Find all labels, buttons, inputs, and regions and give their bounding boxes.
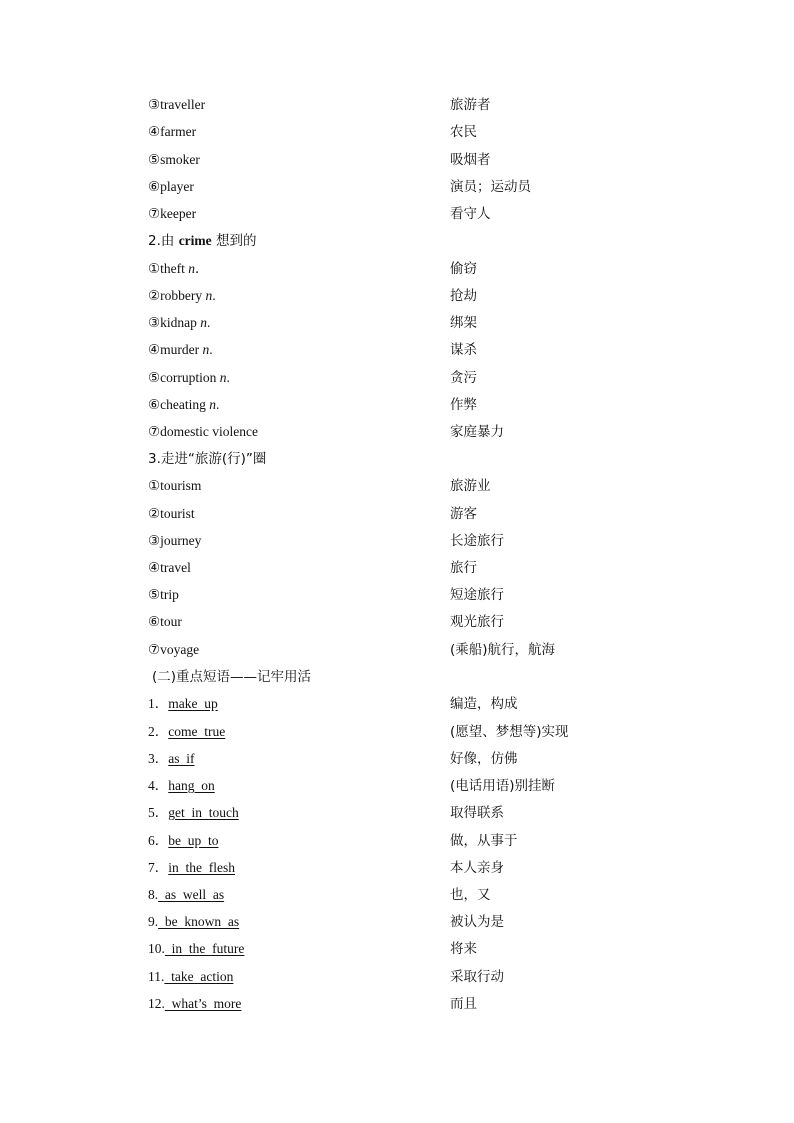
section-heading — [148, 229, 256, 253]
phrase-row — [148, 720, 708, 744]
phrase-english — [148, 829, 219, 853]
phrases-heading: (二)重点短语——记牢用活 — [152, 669, 312, 685]
vocab-chinese: 旅行 — [450, 560, 477, 576]
vocab-chinese: 长途旅行 — [450, 533, 504, 549]
phrase-english — [148, 937, 244, 961]
part-of-speech: n — [188, 261, 195, 276]
vocab-english: ③traveller — [148, 97, 206, 112]
phrase-chinese: 本人亲身 — [450, 860, 504, 876]
word: ②robbery — [148, 288, 203, 303]
vocab-chinese: 短途旅行 — [450, 587, 504, 603]
phrase-row — [148, 774, 708, 798]
vocab-english: ⑦domestic violence — [148, 424, 258, 439]
phrase-text: get in touch — [168, 805, 239, 820]
phrase-english — [148, 774, 215, 798]
phrase-chinese: 将来 — [450, 941, 477, 957]
phrase-row — [148, 992, 708, 1016]
vocab-row — [148, 257, 708, 281]
vocab-chinese: 家庭暴力 — [450, 424, 504, 440]
word: ④murder — [148, 342, 200, 357]
phrase-text: what’s more — [164, 996, 242, 1011]
vocab-english — [148, 257, 208, 281]
phrase-number: 6． — [148, 833, 169, 848]
vocab-chinese: 游客 — [450, 506, 477, 522]
word: ⑥cheating — [148, 397, 206, 412]
vocab-row — [148, 583, 708, 607]
phrase-text: hang on — [168, 778, 215, 793]
heading-prefix: 由 — [160, 233, 179, 249]
vocab-chinese: 吸烟者 — [450, 152, 491, 168]
vocab-row — [148, 175, 708, 199]
vocab-english: ⑤smoker — [148, 152, 200, 167]
phrase-number: 11. — [148, 969, 165, 984]
vocab-english — [148, 338, 213, 362]
phrase-text: in the future — [164, 941, 245, 956]
section-heading: 3.走进“旅游(行)”圈 — [148, 451, 267, 467]
phrase-chinese: (电话用语)别挂断 — [450, 778, 556, 794]
phrase-text: as if — [168, 751, 195, 766]
phrase-chinese: 编造，构成 — [450, 696, 518, 712]
phrase-text: take action — [164, 969, 234, 984]
phrase-row — [148, 910, 708, 934]
phrase-chinese: 做，从事于 — [450, 833, 518, 849]
phrase-chinese: 取得联系 — [450, 805, 504, 821]
phrase-english — [148, 856, 235, 880]
vocab-row — [148, 638, 708, 662]
word: ⑤corruption — [148, 370, 217, 385]
part-of-speech: n — [219, 370, 227, 385]
vocab-chinese: 抢劫 — [450, 288, 477, 304]
vocab-chinese: 绑架 — [450, 315, 477, 331]
phrase-english — [148, 692, 218, 716]
phrase-number: 7． — [148, 860, 169, 875]
phrase-text: come true — [168, 724, 226, 739]
phrase-chinese: 采取行动 — [450, 969, 504, 985]
vocab-english: ②tourist — [148, 506, 195, 521]
part-of-speech: n — [200, 315, 207, 330]
vocab-chinese: 偷窃 — [450, 261, 477, 277]
phrase-row — [148, 883, 708, 907]
vocab-row — [148, 420, 708, 444]
phrase-chinese: (愿望、梦想等)实现 — [450, 724, 569, 740]
phrase-number: 5． — [148, 805, 169, 820]
phrase-text: as well as — [158, 887, 225, 902]
phrase-row — [148, 856, 708, 880]
heading-number: 2. — [148, 233, 161, 249]
phrase-chinese: 被认为是 — [450, 914, 504, 930]
pos-dot: . — [209, 342, 213, 357]
phrase-number: 12. — [148, 996, 165, 1011]
word: ①theft — [148, 261, 185, 276]
phrase-text: in the flesh — [168, 860, 235, 875]
part-of-speech: n — [209, 397, 216, 412]
vocab-english: ⑥player — [148, 179, 194, 194]
vocab-english: ①tourism — [148, 478, 202, 493]
vocab-row — [148, 474, 708, 498]
phrase-chinese: 而且 — [450, 996, 477, 1012]
vocab-row — [148, 529, 708, 553]
phrase-english — [148, 720, 225, 744]
vocab-english: ④travel — [148, 560, 191, 575]
phrase-row — [148, 829, 708, 853]
vocab-english — [148, 366, 230, 390]
vocab-chinese: 作弊 — [450, 397, 477, 413]
pos-dot: ． — [194, 261, 209, 276]
vocab-english — [148, 311, 210, 335]
vocab-chinese: 旅游者 — [450, 97, 491, 113]
pos-dot: . — [215, 397, 220, 412]
vocab-row — [148, 202, 708, 226]
vocab-row — [148, 338, 708, 362]
word: ③kidnap — [148, 315, 201, 330]
part-of-speech: n — [205, 288, 213, 303]
vocab-english — [148, 284, 216, 308]
vocab-row — [148, 366, 708, 390]
heading-keyword: crime — [178, 233, 212, 248]
phrase-row — [148, 937, 708, 961]
phrase-number: 4． — [148, 778, 169, 793]
vocab-chinese: (乘船)航行，航海 — [450, 642, 556, 658]
vocab-row — [148, 93, 708, 117]
phrase-number: 2． — [148, 724, 169, 739]
phrase-number: 3． — [148, 751, 169, 766]
phrase-chinese: 也，又 — [450, 887, 491, 903]
phrase-chinese: 好像，仿佛 — [450, 751, 518, 767]
vocab-english: ⑦keeper — [148, 206, 197, 221]
vocab-chinese: 演员；运动员 — [450, 179, 531, 195]
vocab-row — [148, 311, 708, 335]
vocab-row — [148, 148, 708, 172]
phrase-row — [148, 747, 708, 771]
phrase-english — [148, 910, 239, 934]
phrase-english — [148, 992, 241, 1016]
phrase-text: be up to — [168, 833, 219, 848]
vocab-chinese: 观光旅行 — [450, 614, 504, 630]
phrase-number: 1． — [148, 696, 169, 711]
phrase-row — [148, 965, 708, 989]
pos-dot: . — [226, 370, 230, 385]
phrase-number: 9. — [148, 914, 159, 929]
phrase-row — [148, 692, 708, 716]
vocab-row — [148, 284, 708, 308]
vocab-english: ⑤trip — [148, 587, 179, 602]
vocab-chinese: 看守人 — [450, 206, 491, 222]
pos-dot: . — [206, 315, 211, 330]
vocab-english: ③journey — [148, 533, 202, 548]
vocab-english: ⑦voyage — [148, 642, 200, 657]
heading-suffix: 想到的 — [211, 233, 257, 249]
phrase-number: 10. — [148, 941, 165, 956]
part-of-speech: n — [202, 342, 210, 357]
phrase-english — [148, 801, 239, 825]
vocab-english: ④farmer — [148, 124, 197, 139]
vocab-chinese: 旅游业 — [450, 478, 491, 494]
phrase-english — [148, 747, 195, 771]
vocab-chinese: 农民 — [450, 124, 477, 140]
phrase-text: be known as — [158, 914, 240, 929]
vocab-chinese: 谋杀 — [450, 342, 477, 358]
vocab-row — [148, 393, 708, 417]
pos-dot: . — [212, 288, 216, 303]
phrase-english — [148, 965, 233, 989]
phrase-number: 8. — [148, 887, 159, 902]
phrase-text: make up — [168, 696, 218, 711]
vocab-english: ⑥tour — [148, 614, 182, 629]
vocab-row — [148, 502, 708, 526]
vocab-row — [148, 120, 708, 144]
vocab-chinese: 贪污 — [450, 370, 477, 386]
phrase-row — [148, 801, 708, 825]
vocab-row — [148, 610, 708, 634]
vocab-row — [148, 556, 708, 580]
vocab-english — [148, 393, 219, 417]
phrase-english — [148, 883, 224, 907]
